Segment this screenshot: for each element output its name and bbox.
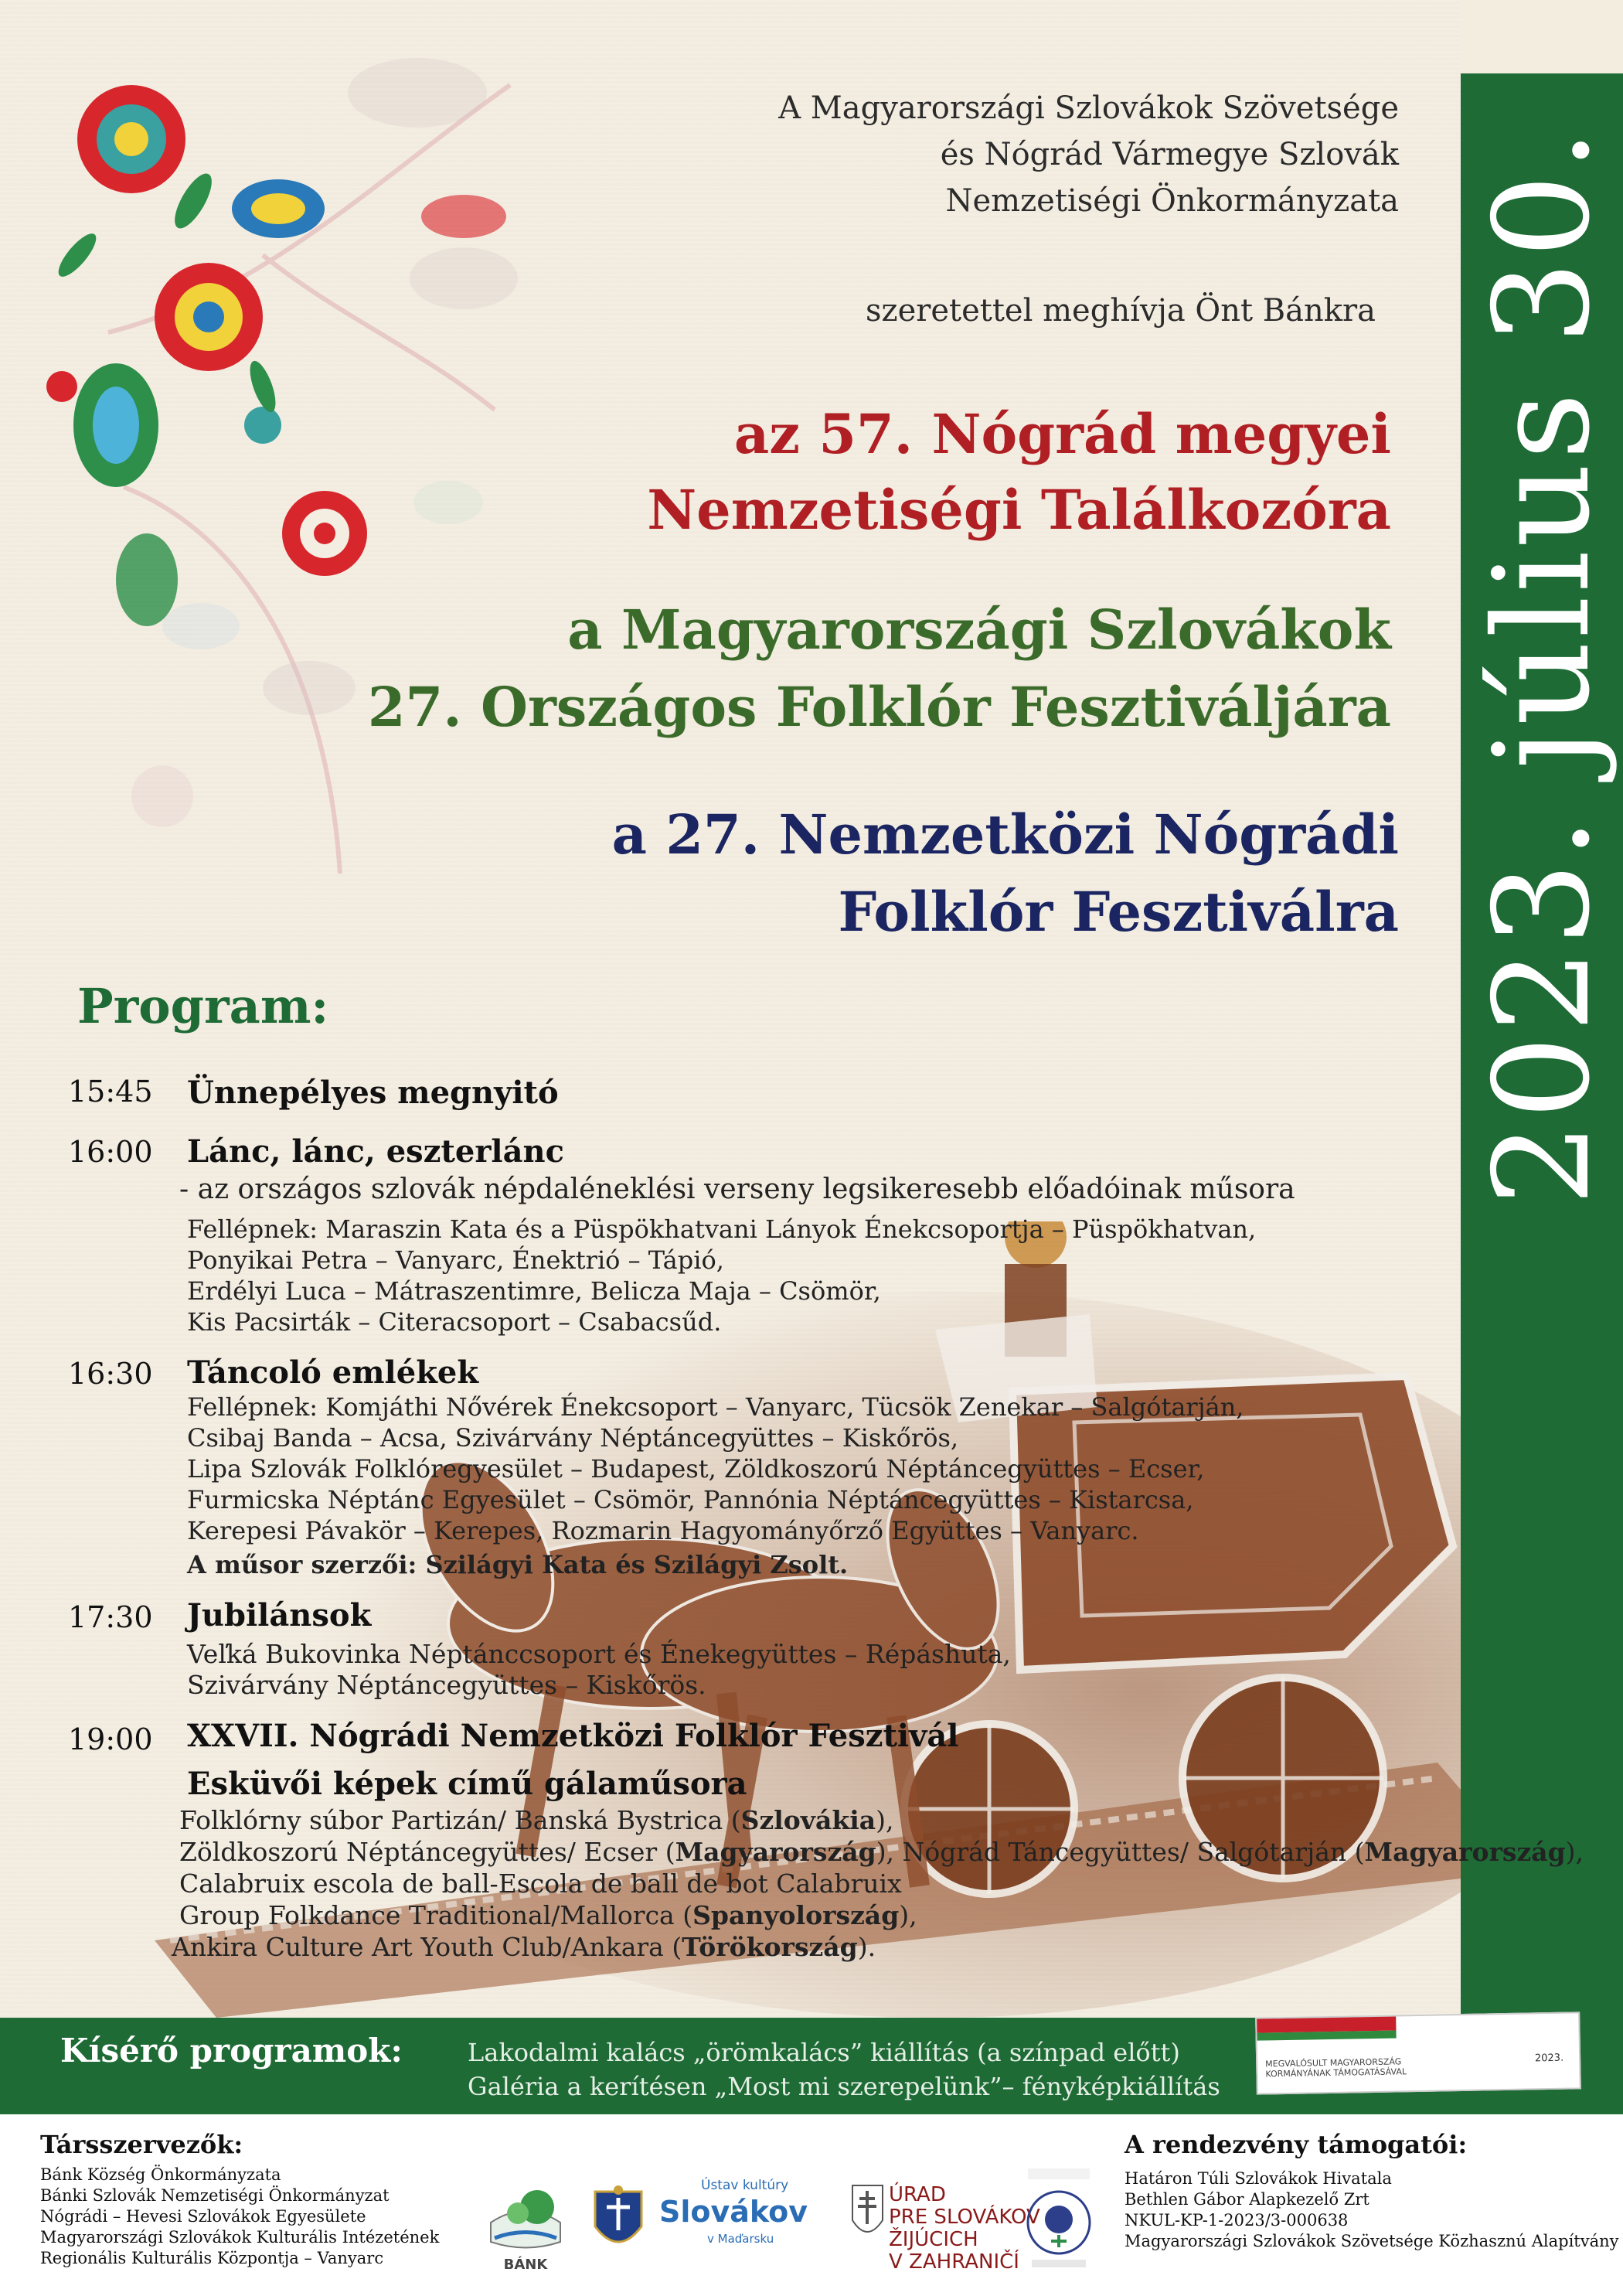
event-red-line-1: az 57. Nógrád megyei [733,402,1391,466]
item-title-1630: Táncoló emlékek [187,1354,479,1391]
embroidery-decoration [31,23,526,935]
performers-1600 [187,1214,1256,1337]
event-red-line-2: Nemzetiségi Találkozóra [647,478,1391,542]
invite-line: szeretettel meghívja Önt Bánkra [865,293,1376,329]
event-navy-line-2: Folklór Fesztiválra [838,880,1399,944]
item-title-1900: XXVII. Nógrádi Nemzetközi Folklór Fesztivál [187,1718,959,1754]
item-subtitle-1900: Esküvői képek című gálaműsora [187,1766,747,1802]
regional-association-logo [1020,2161,1097,2277]
performer-line: Ponyikai Petra – Vanyarc, Énektrió – Tápió, [187,1245,724,1275]
supporter: Bethlen Gábor Alapkezelő Zrt [1125,2190,1370,2209]
time-1600: 16:00 [68,1135,153,1169]
performer-line: Kerepesi Pávakör – Kerepes, Rozmarin Hagyományőrző Együttes – Vanyarc. [187,1516,1139,1545]
time-1630: 16:30 [68,1357,153,1391]
co-organizer: Magyarországi Szlovákok Kulturális Intézetének [40,2228,440,2247]
gala-line: Group Folkdance Traditional/Mallorca (Spanyolország), [179,1900,917,1930]
supporter: Határon Túli Szlovákok Hivatala [1125,2169,1392,2188]
ustav-main: Slovákov [659,2195,808,2229]
bank-emblem-icon [483,2176,568,2253]
time-1730: 17:30 [68,1600,153,1634]
co-organizers-list [40,2165,439,2269]
event-navy-line-1: a 27. Nemzetközi Nógrádi [611,802,1399,867]
performer-line: Furmicska Néptánc Egyesület – Csömör, Pannónia Néptáncegyüttes – Kistarcsa, [187,1485,1194,1514]
event-title-navy [612,796,1399,951]
co-organizers-title: Társszervezők: [40,2130,243,2159]
gala-line: Folklórny súbor Partizán/ Banská Bystrica (Szlovákia), [179,1805,894,1835]
gala-line: Calabruix escola de ball-Escola de ball de bot Calabruix [179,1868,902,1899]
ustav-sub: v Maďarsku [707,2232,774,2246]
event-green-line-2: 27. Országos Folklór Fesztiváljára [367,675,1391,739]
government-support-text: MEGVALÓSULT MAGYARORSZÁG KORMÁNYÁNAK TÁMOGATÁSÁVAL [1265,2056,1407,2080]
gala-line: Ankira Culture Art Youth Club/Ankara (Törökország). [172,1932,876,1962]
slovak-cross-icon [850,2182,885,2243]
coat-of-arms-icon [591,2184,645,2257]
bank-logo [483,2176,568,2273]
coat-of-arms-logo [591,2184,645,2257]
gala-performers [172,1804,1584,1963]
urad-line: ŽIJÚCICH [889,2228,978,2251]
time-1900: 19:00 [68,1722,153,1756]
gala-line: Zöldkoszorú Néptáncegyüttes/ Ecser (Magyarország), Nógrád Táncegyüttes/ Salgótarján (Magyarország), [179,1837,1584,1867]
performer-line: Kis Pacsirták – Citeracsoport – Csabacsűd. [187,1307,722,1337]
performer-line: Fellépnek: Komjáthi Nővérek Énekcsoport – Vanyarc, Tücsök Zenekar – Salgótarján, [187,1392,1244,1422]
urad-line: ÚRAD [889,2183,946,2206]
authors-line: A műsor szerzői: Szilágyi Kata és Szilágyi Zsolt. [187,1550,849,1579]
government-support-logo [1255,2012,1581,2094]
performers-1630 [187,1392,1244,1580]
side-program-1: Lakodalmi kalács „örömkalács” kiállítás (a színpad előtt) [468,2038,1180,2067]
performer-line: Csibaj Banda – Acsa, Szivárvány Néptáncegyüttes – Kiskőrös, [187,1423,959,1453]
item-title-1730: Jubilánsok [187,1597,372,1633]
side-programs-label: Kísérő programok: [60,2032,403,2069]
ustav-kultury-logo [653,2176,831,2269]
program-title: Program: [77,978,329,1034]
event-title-green [368,591,1391,746]
urad-line: V ZAHRANIČÍ [889,2250,1019,2274]
ustav-top: Ústav kultúry [701,2178,789,2193]
supporters-title: A rendezvény támogatói: [1125,2130,1468,2159]
flag-stripe-green [1257,2030,1397,2040]
org-line-2: és Nógrád Vármegye Szlovák [940,137,1399,172]
co-organizer: Regionális Kulturális Központja – Vanyarc [40,2249,384,2267]
urad-line: PRE SLOVÁKOV [889,2206,1040,2229]
ticket-year: 2023. [1534,2052,1564,2065]
supporter: NKUL-KP-1-2023/3-000638 [1125,2211,1349,2230]
org-line-3: Nemzetiségi Önkormányzata [945,183,1399,219]
event-green-line-1: a Magyarországi Szlovákok [567,598,1391,662]
item-title-1600: Lánc, lánc, eszterlánc [187,1133,564,1170]
performers-1730 [187,1639,1011,1701]
org-line-1: A Magyarországi Szlovákok Szövetsége [778,90,1399,126]
performer-line: Lipa Szlovák Folklóregyesület – Budapest, Zöldkoszorú Néptáncegyüttes – Ecser, [187,1454,1205,1484]
performer-line: Fellépnek: Maraszin Kata és a Püspökhatvani Lányok Énekcsoportja – Püspökhatvan, [187,1214,1257,1244]
performer-line: Szivárvány Néptáncegyüttes – Kiskőrös. [187,1670,706,1700]
time-1545: 15:45 [68,1075,153,1109]
item-desc-1600: - az országos szlovák népdaléneklési verseny legsikeresebb előadóinak műsora [179,1174,1295,1205]
slovak-emblem-logo [850,2182,885,2243]
supporters-list [1125,2168,1619,2252]
organizers-header [778,85,1399,224]
bank-logo-text: BÁNK [503,2257,548,2273]
item-title-1545: Ünnepélyes megnyitó [187,1075,559,1111]
performer-line: Erdélyi Luca – Mátraszentimre, Belicza Maja – Csömör, [187,1276,881,1306]
side-program-2: Galéria a kerítésen „Most mi szerepelünk”– fényképkiállítás [468,2072,1220,2101]
supporter: Magyarországi Szlovákok Szövetsége Közhasznú Alapítvány [1125,2232,1619,2250]
co-organizer: Bánk Község Önkormányzata [40,2165,281,2184]
performer-line: Veľká Bukovinka Néptánccsoport és Énekegyüttes – Répáshuta, [187,1639,1011,1669]
co-organizer: Nógrádi – Hevesi Szlovákok Egyesülete [40,2207,366,2226]
co-organizer: Bánki Szlovák Nemzetiségi Önkormányzat [40,2186,390,2205]
event-title-red [647,397,1391,548]
urad-logo [889,2184,1040,2274]
event-date: 2023. július 30. [1466,126,1619,1206]
rose-emblem-icon [1020,2161,1097,2277]
